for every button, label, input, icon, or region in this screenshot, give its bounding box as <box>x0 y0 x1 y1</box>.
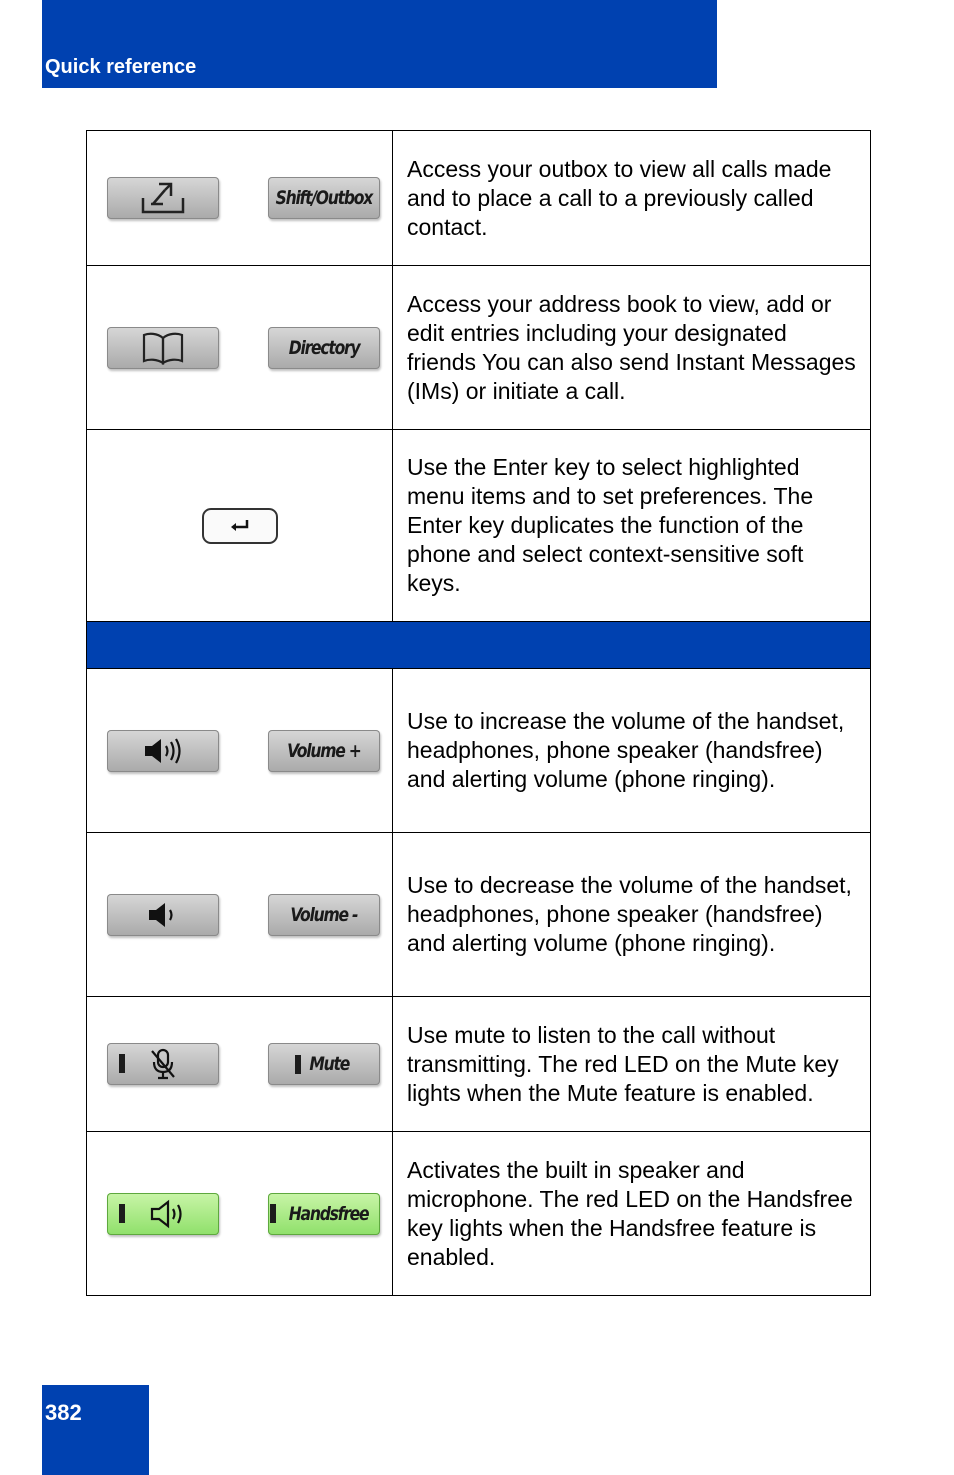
enter-key[interactable] <box>202 508 278 544</box>
key-label: Mute <box>309 1053 349 1075</box>
led-indicator <box>270 1204 276 1223</box>
table-row <box>87 833 871 997</box>
key-cell <box>87 997 393 1132</box>
book-icon <box>140 330 186 366</box>
key-cell <box>87 669 393 833</box>
description-cell: Access your address book to view, add or edit entries including your designated friends You can also send Instant Messages (IMs) or initiate a call. <box>393 266 871 430</box>
description-cell: Use to increase the volume of the handset, headphones, phone speaker (handsfree) and alerting volume (phone ringing). <box>393 669 871 833</box>
page-header-title: Quick reference <box>45 56 197 78</box>
table-row <box>87 131 871 266</box>
page-number-box <box>42 1385 149 1475</box>
led-indicator <box>119 1054 125 1073</box>
table-row <box>87 266 871 430</box>
page-number: 382 <box>45 1400 82 1425</box>
microphone-mute-icon <box>148 1047 178 1081</box>
description-cell: Access your outbox to view all calls made and to place a call to a previously called contact. <box>393 131 871 266</box>
enter-icon <box>229 519 251 533</box>
key-label: Shift/Outbox <box>275 187 373 209</box>
key-cell <box>87 1132 393 1296</box>
volume-up-icon <box>141 736 185 766</box>
outbox-key[interactable] <box>107 177 219 219</box>
volume-minus-key[interactable] <box>268 894 380 936</box>
table-row <box>87 997 871 1132</box>
speaker-key[interactable] <box>107 1193 219 1235</box>
handsfree-key[interactable] <box>268 1193 380 1235</box>
key-label: Handsfree <box>289 1202 369 1225</box>
led-indicator <box>119 1204 125 1223</box>
key-cell <box>87 266 393 430</box>
volume-down-key[interactable] <box>107 894 219 936</box>
volume-down-icon <box>143 900 183 930</box>
quick-reference-table <box>86 130 871 1296</box>
speaker-icon <box>148 1199 192 1229</box>
description-cell: Use to decrease the volume of the handset, headphones, phone speaker (handsfree) and alerting volume (phone ringing). <box>393 833 871 997</box>
key-cell <box>87 131 393 266</box>
table-row <box>87 430 871 622</box>
description-cell: Activates the built in speaker and microphone. The red LED on the Handsfree key lights when the Handsfree feature is enabled. <box>393 1132 871 1296</box>
shift-outbox-key[interactable] <box>268 177 380 219</box>
description-cell: Use mute to listen to the call without transmitting. The red LED on the Mute key lights when the Mute feature is enabled. <box>393 997 871 1132</box>
key-label: Volume + <box>287 739 361 762</box>
table-row <box>87 1132 871 1296</box>
section-divider-bar <box>87 622 871 669</box>
address-book-key[interactable] <box>107 327 219 369</box>
mute-key[interactable] <box>268 1043 380 1085</box>
key-label: Directory <box>288 336 360 359</box>
outbox-icon <box>139 180 187 216</box>
microphone-mute-key[interactable] <box>107 1043 219 1085</box>
description-cell: Use the Enter key to select highlighted menu items and to set preferences. The Enter key duplicates the function of the phone and select context-sensitive soft keys. <box>393 430 871 622</box>
volume-plus-key[interactable] <box>268 730 380 772</box>
key-cell <box>87 430 393 622</box>
key-cell <box>87 833 393 997</box>
table-row <box>87 669 871 833</box>
key-label: Volume - <box>290 903 358 926</box>
directory-key[interactable] <box>268 327 380 369</box>
volume-up-key[interactable] <box>107 730 219 772</box>
section-divider <box>87 622 871 669</box>
led-indicator <box>295 1055 301 1074</box>
